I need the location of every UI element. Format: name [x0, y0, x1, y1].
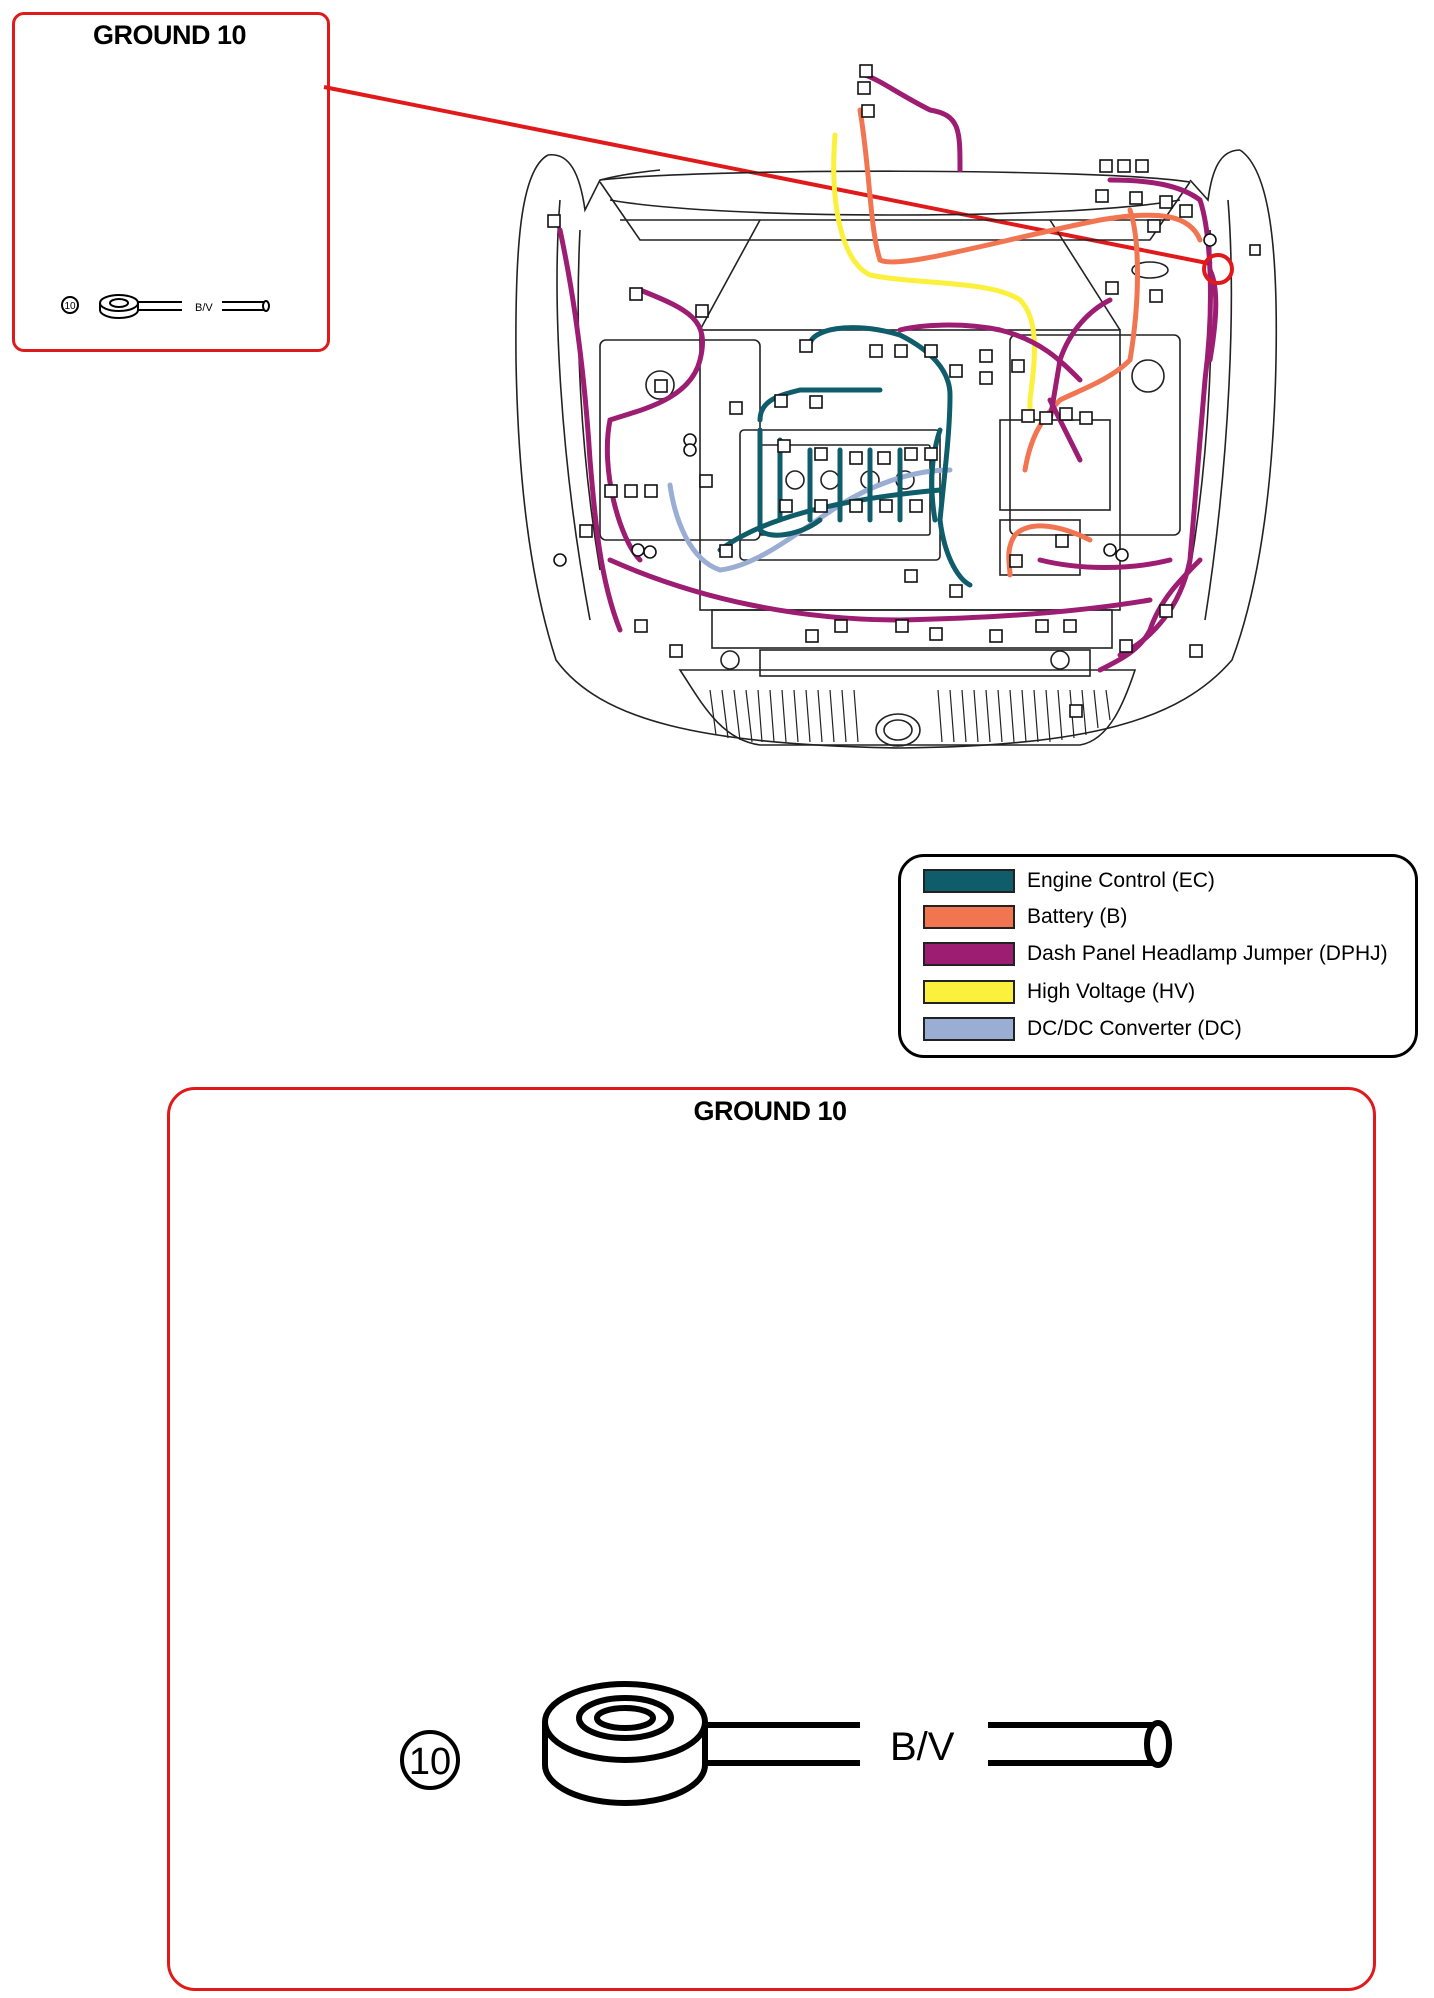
inset-wire-code: B/V	[195, 302, 213, 314]
harness-high-voltage	[834, 135, 1035, 420]
legend-item-battery	[923, 903, 1127, 931]
detail-ground-number-icon	[402, 1732, 458, 1788]
legend-label: Battery (B)	[1027, 905, 1128, 928]
legend-label: DC/DC Converter (DC)	[1027, 1017, 1242, 1040]
harness-legend	[898, 854, 1418, 1058]
engine-bay-diagram	[0, 0, 1434, 780]
detail-wire-end-icon	[988, 1723, 1169, 1765]
legend-item-dphj	[923, 940, 1388, 968]
detail-title: GROUND 10	[693, 1096, 847, 1126]
inset-title: GROUND 10	[92, 20, 247, 50]
detail-ground-number: 10	[408, 1741, 452, 1783]
legend-label: Dash Panel Headlamp Jumper (DPHJ)	[1027, 942, 1388, 965]
legend-swatch	[923, 1017, 1015, 1041]
legend-swatch	[923, 980, 1015, 1004]
legend-item-high-voltage	[923, 978, 1195, 1006]
legend-swatch	[923, 905, 1015, 929]
detail-callout-box	[167, 1087, 1376, 1991]
callout-leader-line	[324, 87, 1212, 264]
detail-wire-code: B/V	[890, 1725, 955, 1769]
detail-ground-illustration	[390, 1660, 1190, 1830]
vehicle-outline	[516, 150, 1276, 748]
legend-item-dc-dc	[923, 1015, 1242, 1043]
legend-swatch	[923, 942, 1015, 966]
legend-item-engine-control	[923, 867, 1215, 895]
detail-ground-terminal-icon	[545, 1684, 860, 1803]
legend-swatch	[923, 869, 1015, 893]
inset-ground-number: 10	[64, 301, 76, 312]
legend-label: High Voltage (HV)	[1027, 980, 1196, 1003]
legend-label: Engine Control (EC)	[1027, 869, 1215, 892]
